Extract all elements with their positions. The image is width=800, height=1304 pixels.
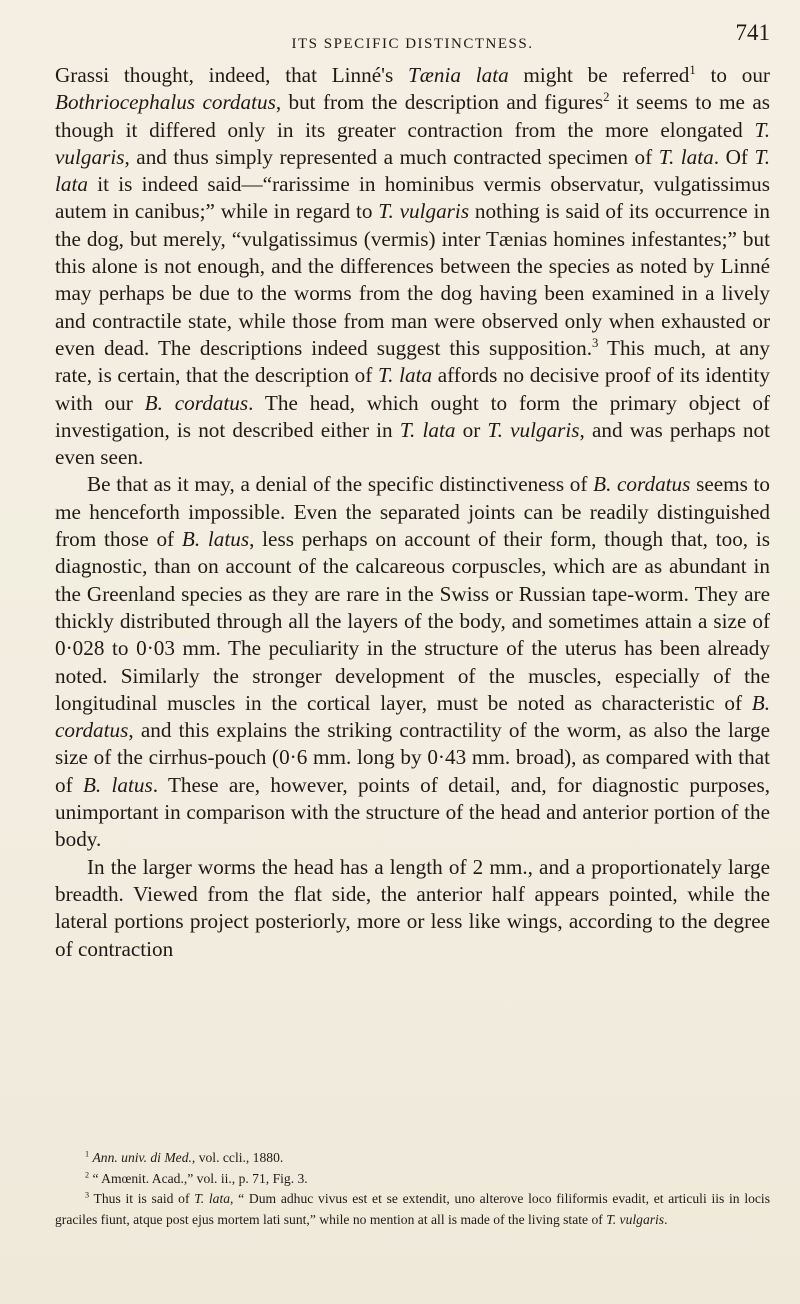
text-run: , and this explains the striking contractility of the worm, as also the large size of the cirrhus-pouch (0·6 mm. long by 0·43 mm. broad), as compared with that of bbox=[55, 718, 770, 797]
italic-text: B. cordatus bbox=[144, 390, 249, 415]
page-number: 741 bbox=[735, 20, 770, 45]
footnote-marker: 1 bbox=[689, 62, 696, 77]
italic-text: B. cordatus bbox=[55, 690, 770, 743]
text-run: This much, at any rate, is certain, that the description of bbox=[55, 335, 770, 388]
italic-text: T. lata bbox=[194, 1191, 231, 1206]
text-run: Grassi thought, indeed, that Linné's bbox=[55, 63, 408, 87]
footnote-marker: 3 bbox=[85, 1190, 90, 1200]
italic-text: Bothriocephalus cordatus bbox=[55, 90, 276, 115]
text-run: , less perhaps on account of their form, though that, too, is diagnostic, than on account of the calcareous corpuscles, which are as abundant in the Greenland species as they are rare in the Swiss or Russian tape-worm. They are thickly distributed through all the layers of the body, and sometimes attain a size of 0·028 to 0·03 mm. The peculiarity in the structure of the uterus has been already noted. Similarly the stronger development of the muscles, especially of the longitudinal muscles in the cortical layer, must be noted as characteristic of bbox=[55, 527, 770, 715]
footnote-marker: 2 bbox=[85, 1169, 90, 1179]
paragraph bbox=[55, 62, 770, 471]
footnote bbox=[55, 1169, 770, 1190]
text-run: . These are, however, points of detail, and, for diagnostic purposes, unimportant in comparison with the structure of the head and anterior portion of the body. bbox=[55, 772, 771, 852]
italic-text: T. vulgaris bbox=[378, 199, 470, 224]
italic-text: T. vulgaris bbox=[487, 417, 580, 442]
text-run: Be that as it may, a denial of the specific distinctiveness of bbox=[87, 472, 594, 497]
running-title: ITS SPECIFIC DISTINCTNESS. bbox=[291, 36, 534, 52]
footnote bbox=[55, 1148, 770, 1169]
running-head bbox=[55, 20, 770, 56]
italic-text: Tænia lata bbox=[407, 63, 509, 87]
text-run: , vol. ccli., 1880. bbox=[191, 1150, 284, 1165]
text-run: , but from the description and figures bbox=[275, 90, 604, 115]
text-run: seems to me henceforth impossible. Even the separated joints can be readily distinguished from those of bbox=[55, 472, 770, 552]
italic-text: T. lata bbox=[377, 363, 433, 388]
italic-text: T. lata bbox=[658, 144, 714, 169]
text-run: “ Amœnit. Acad.,” vol. ii., p. 71, Fig. 3. bbox=[89, 1170, 308, 1186]
italic-text: B. cordatus bbox=[593, 472, 691, 497]
text-run: , “ Dum adhuc vivus est et se extendit, uno alterove loco filiformis evadit, et articuli iis in locis graciles fiunt, atque post ejus mortem lati sunt,” while no mention at all is made of the living state of bbox=[55, 1191, 770, 1227]
footnote bbox=[55, 1189, 770, 1230]
text-run: to our bbox=[695, 63, 770, 87]
text-run: affords no decisive proof of its identity with our bbox=[55, 363, 771, 415]
text-run: might be referred bbox=[508, 63, 690, 87]
paragraph bbox=[55, 471, 770, 853]
italic-text: T. lata bbox=[399, 417, 456, 442]
text-run: . The head, which ought to form the primary object of investigation, is not described either in bbox=[55, 390, 770, 442]
text-run: Thus it is said of bbox=[89, 1191, 195, 1206]
text-run: In the larger worms the head has a length of 2 mm., and a proportionately large breadth. Viewed from the flat side, the anterior half appears pointed, while the lateral portions project posteriorly, more or less like wings, according to the degree of contraction bbox=[55, 854, 770, 961]
footnote-marker: 3 bbox=[592, 335, 599, 350]
text-run: nothing is said of its occurrence in the dog, but merely, “vulgatissimus (vermis) inter Tænias homines infestantes;” but this alone is not enough, and the differences between the species as noted by Linné may perhaps be due to the worms from the dog having been examined in a lively and contractile state, while those from man were observed only when exhausted or even dead. The descriptions indeed suggest this supposition. bbox=[55, 199, 770, 360]
footnotes bbox=[55, 1148, 770, 1230]
text-run: . bbox=[664, 1211, 668, 1227]
italic-text: T. vulgaris bbox=[606, 1211, 665, 1227]
text-run: , and thus simply represented a much contracted specimen of bbox=[124, 144, 659, 169]
paragraph bbox=[55, 854, 770, 963]
text-run: , and was perhaps not even seen. bbox=[55, 417, 770, 470]
text-run: it seems to me as though it differed only in its greater contraction from the more elongated bbox=[55, 90, 770, 142]
body-text bbox=[55, 62, 770, 963]
text-run: it is indeed said—“rarissime in hominibus vermis observatur, vulgatissimus autem in canibus;” while in regard to bbox=[55, 172, 770, 224]
italic-text: T. vulgaris bbox=[55, 117, 770, 169]
italic-text: B. latus bbox=[82, 772, 153, 797]
footnote-marker: 1 bbox=[85, 1149, 90, 1159]
italic-text: B. latus bbox=[181, 527, 250, 552]
italic-text: T. lata bbox=[55, 144, 771, 197]
text-run: or bbox=[455, 417, 488, 442]
footnote-marker: 2 bbox=[603, 90, 610, 105]
italic-text: Ann. univ. di Med. bbox=[92, 1150, 192, 1165]
text-run: . Of bbox=[713, 144, 755, 169]
